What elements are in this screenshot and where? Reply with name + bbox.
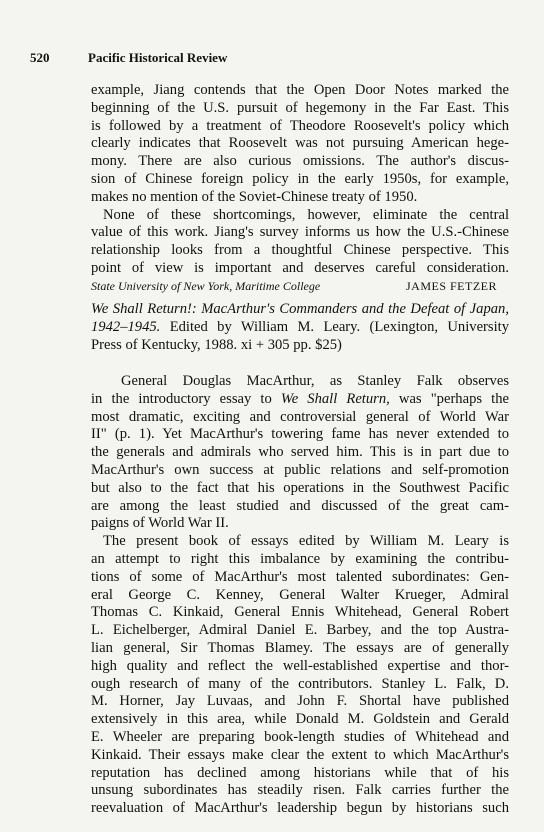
review-2-body — [91, 373, 509, 818]
text-line: Kinkaid. Their essays make clear the extent to which MacArthur's — [91, 746, 509, 763]
page-number: 520 — [30, 50, 50, 65]
citation-line — [91, 301, 509, 319]
text-line: an attempt to right this imbalance by examining the contribu- — [91, 550, 509, 567]
text-line: tions of some of MacArthur's most talented subordinates: Gen- — [91, 568, 509, 585]
text-line: but also to the fact that his operations in the Southwest Pacific — [91, 479, 509, 496]
text-line: L. Eichelberger, Admiral Daniel E. Barbey, and the top Austra- — [91, 622, 509, 639]
text-line: ough research of many of the contributors. Stanley L. Falk, D. — [91, 675, 509, 692]
text-line: The present book of essays edited by William M. Leary is — [103, 533, 509, 550]
reviewer-name: JAMES FETZER — [405, 278, 497, 293]
text-line: General Douglas MacArthur, as Stanley Falk observes — [121, 373, 509, 389]
review-1-body — [91, 82, 509, 296]
text-line: most dramatic, exciting and controversial general of World War — [91, 408, 509, 425]
text-line: point of view is important and deserves careful consideration. — [91, 259, 509, 276]
text-line: example, Jiang contends that the Open Door Notes marked the — [91, 82, 509, 98]
inline-book-title: We Shall Return, — [280, 390, 390, 407]
text-line: in the introductory essay to We Shall Return, was "perhaps the — [91, 390, 509, 407]
text-line: the generals and admirals who served him. This is in part due to — [91, 444, 509, 461]
text-line: reevaluation of MacArthur's leadership begun by historians such — [91, 800, 509, 817]
text-line: clearly indicates that Roosevelt was not pursuing American hege- — [91, 135, 509, 152]
text-line: paigns of World War II. — [91, 515, 229, 532]
text-line: sion of Chinese foreign policy in the early 1950s, for example, — [91, 170, 509, 187]
citation-line: Press of Kentucky, 1988. xi + 305 pp. $25) — [91, 336, 342, 353]
text-line: E. Wheeler are preparing book-length studies of Whitehead and — [91, 728, 509, 745]
citation-line — [91, 319, 509, 337]
journal-title: Pacific Historical Review — [88, 50, 228, 65]
text-line: mony. There are also curious omissions. The author's discus- — [91, 153, 509, 170]
text-line: MacArthur's own success at public relations and self-promotion — [91, 461, 509, 478]
book-title-years: 1942–1945. — [91, 318, 161, 335]
text-line: M. Horner, Jay Luvaas, and John F. Shortal have published — [91, 693, 509, 710]
text-line: Thomas C. Kinkaid, General Ennis Whitehead, General Robert — [91, 604, 509, 621]
text-line: unsung subordinates has steadily risen. Falk carries further the — [91, 782, 509, 799]
text-line: II" (p. 1). Yet MacArthur's towering fame has never extended to — [91, 426, 509, 443]
text-line: beginning of the U.S. pursuit of hegemony in the Far East. This — [91, 99, 509, 116]
text-line: value of this work. Jiang's survey informs us how the U.S.-Chinese — [91, 224, 509, 241]
text-line: eral George C. Kenney, General Walter Krueger, Admiral — [91, 586, 509, 603]
text-line: is followed by a treatment of Theodore Roosevelt's policy which — [91, 117, 509, 134]
text-line: reputation has declined among historians while that of his — [91, 764, 509, 781]
reviewer-signature — [91, 278, 509, 296]
citation-details: Edited by William M. Leary. (Lexington, University — [160, 318, 509, 335]
text-line: lian general, Sir Thomas Blamey. The essays are of generally — [91, 639, 509, 656]
book-citation — [91, 301, 509, 354]
running-header — [30, 50, 227, 66]
text-line: None of these shortcomings, however, eliminate the central — [103, 206, 509, 223]
text-line: extensively in this area, while Donald M. Goldstein and Gerald — [91, 711, 509, 728]
text-line: makes no mention of the Soviet-Chinese treaty of 1950. — [91, 188, 418, 205]
book-title: We Shall Return!: MacArthur's Commanders and the Defeat of Japan, — [91, 301, 509, 317]
text-line: relationship looks from a thoughtful Chinese perspective. This — [91, 242, 509, 259]
reviewer-institution: State University of New York, Maritime College — [91, 278, 321, 293]
text-line: are among the least studied and discussed of the great cam- — [91, 497, 509, 514]
text-line: high quality and reflect the well-established expertise and thor- — [91, 657, 509, 674]
